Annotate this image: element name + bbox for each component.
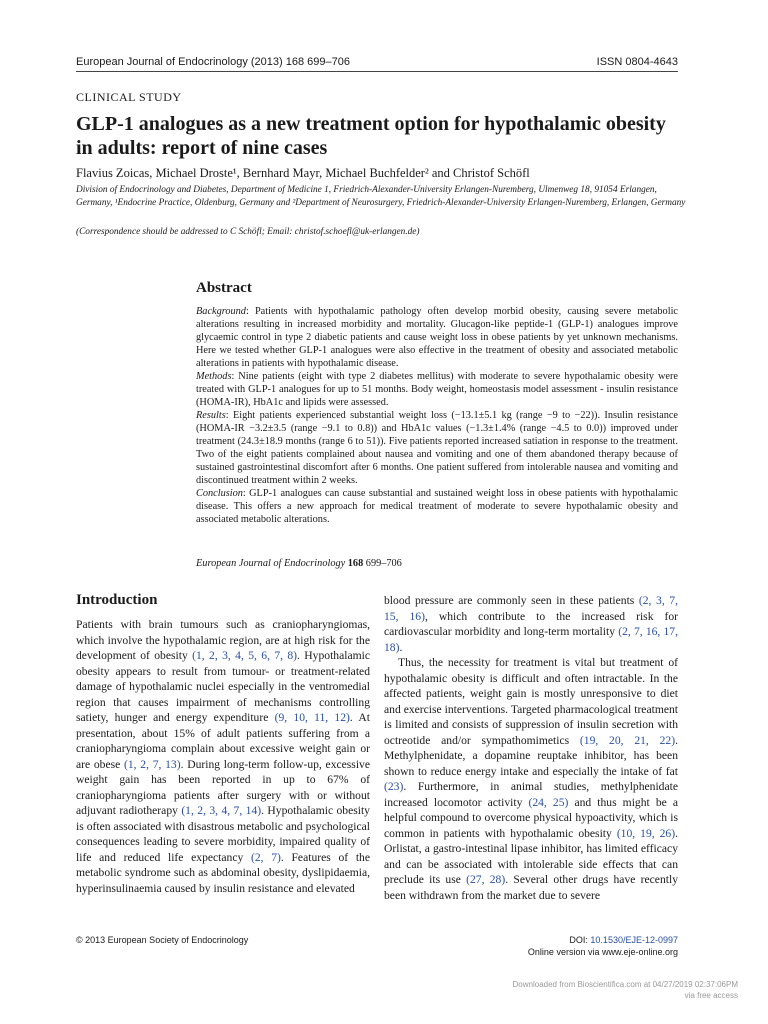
reference-citation[interactable]: (2, 3, 7, 15, 16) — [384, 594, 678, 623]
citation-volume: 168 — [347, 558, 364, 569]
doi-label: DOI: — [569, 935, 591, 945]
journal-citation: European Journal of Endocrinology (2013) 168 699–706 — [76, 56, 350, 68]
body-text: . Furthermore, in animal studies, methylphenidate increased locomotor activity — [384, 780, 678, 809]
reference-citation[interactable]: (9, 10, 11, 12) — [274, 711, 350, 724]
body-text: . Features of the metabolic syndrome such as abdominal obesity, dyslipidaemia, hyperinsulinaemia caused by insulin resistance and elevated — [76, 850, 370, 895]
intro-column-left — [76, 617, 370, 896]
doi-line — [569, 935, 678, 945]
reference-citation[interactable]: (2, 7, 16, 17, 18) — [384, 625, 678, 654]
intro-paragraph-1-continued — [384, 593, 678, 655]
reference-citation[interactable]: (1, 2, 3, 4, 5, 6, 7, 8) — [192, 649, 298, 662]
abstract-citation — [196, 558, 402, 569]
intro-paragraph-1 — [76, 617, 370, 896]
abstract-results — [196, 409, 678, 487]
body-text: Thus, the necessity for treatment is vital but treatment of hypothalamic obesity is difficult and often intractable. In the affected patients, weight gain is mostly unresponsive to diet and exercise interventions. Targeted pharmacological treatment is limited and consists of suppression of insulin secretion with octreotide and/or sympathomimetics — [384, 656, 678, 747]
body-text: Patients with brain tumours such as craniopharyngiomas, which involve the hypothalamic region, are at high risk for the development of obesity — [76, 618, 370, 662]
body-text: . Several other drugs have recently been withdrawn from the market due to severe — [384, 873, 678, 902]
authors: Flavius Zoicas, Michael Droste¹, Bernhard Mayr, Michael Buchfelder² and Christof Schöfl — [76, 166, 530, 180]
citation-journal: European Journal of Endocrinology — [196, 558, 348, 569]
header-divider — [76, 71, 678, 72]
background-label: Background — [196, 306, 246, 317]
body-text: . Methylphenidate, a dopamine reuptake inhibitor, has been shown to reduce energy intake and especially the intake of fat — [384, 733, 678, 778]
affiliations: Division of Endocrinology and Diabetes, Department of Medicine 1, Friedrich-Alexander-University Erlangen-Nuremberg, Ulmenweg 18, 91054 Erlangen, Germany, ¹Endocrine Practice, Oldenburg, Germany and ²Department of Neurosurgery, Friedrich-Alexander-University Erlangen-Nuremberg, Erlangen, Germany — [76, 185, 686, 208]
article-type: CLINICAL STUDY — [76, 90, 182, 104]
intro-paragraph-2 — [384, 655, 678, 903]
reference-citation[interactable]: (27, 28) — [466, 873, 506, 886]
body-text: . Hypothalamic obesity appears to result from tumour- or treatment-related damage of hypothalamic nuclei especially in the ventromedial region that causes impairment of mechanisms controlling satiety, hunger and energy expenditure — [76, 649, 370, 724]
body-text: . At presentation, about 15% of adult patients suffering from a craniopharyngioma complain about excessive weight gain or are obese — [76, 711, 370, 771]
reference-citation[interactable]: (2, 7) — [250, 850, 281, 864]
reference-citation[interactable]: (1, 2, 3, 4, 7, 14) — [181, 804, 262, 817]
abstract-background — [196, 305, 678, 370]
copyright: © 2013 European Society of Endocrinology — [76, 935, 249, 945]
doi-link[interactable]: 10.1530/EJE-12-0997 — [590, 935, 678, 945]
reference-citation[interactable]: (19, 20, 21, 22) — [579, 733, 676, 747]
citation-pages: 699–706 — [363, 558, 402, 569]
conclusion-text: : GLP-1 analogues can cause substantial and sustained weight loss in obese patients with hypothalamic disease. This offers a new approach for medical treatment of moderate to severe hypothalamic obesity and associated metabolic alterations. — [196, 488, 678, 525]
body-text: and thus might be a helpful compound to overcome physical hypoactivity, which is common in patients with hypothalamic obesity — [384, 795, 678, 840]
conclusion-label: Conclusion — [196, 488, 243, 499]
body-text: . Orlistat, a gastro-intestinal lipase inhibitor, has limited efficacy and can be associated with intolerable side effects that can preclude its use — [384, 826, 678, 886]
body-text: . — [399, 640, 403, 654]
body-text: . Hypothalamic obesity is often associated with disastrous metabolic and psychological consequences leading to severe morbidity, impaired quality of life and reduced life expectancy — [76, 804, 370, 864]
body-text: . During long-term follow-up, excessive weight gain has been reported in up to 67% of craniopharyngioma patients after surgery with or without adjuvant radiotherapy — [76, 757, 370, 817]
abstract-conclusion — [196, 487, 678, 526]
download-notice: Downloaded from Bioscientifica.com at 04/27/2019 02:37:06PM — [512, 980, 738, 989]
introduction-heading: Introduction — [76, 592, 158, 608]
results-label: Results — [196, 410, 226, 421]
journal-header — [76, 56, 350, 68]
results-text: : Eight patients experienced substantial weight loss (−13.1±5.1 kg (range −9 to −22)). Insulin resistance (HOMA-IR −3.2±3.5 (range −9.1 to 0.8)) and HbA1c values (−1.3±1.4% (range −4.5 to 0.0)) improved under treatment (24.3±18.9 months (range 6 to 51)). Five patients reported increased satiation in response to the treatment. Two of the eight patients complained about nausea and vomiting and one of them abandoned therapy because of sustained gastrointestinal discomfort after 6 months. One patient suffered from intolerable nausea and vomiting and discontinued treatment within 2 weeks. — [196, 410, 678, 486]
body-text: blood pressure are commonly seen in these patients — [384, 594, 639, 607]
methods-label: Methods — [196, 371, 232, 382]
intro-column-right — [384, 593, 678, 903]
methods-text: : Nine patients (eight with type 2 diabetes mellitus) with moderate to severe hypothalamic obesity were treated with GLP-1 analogues for up to 51 months. Body weight, homeostasis model assessment - insulin resistance (HOMA-IR), HbA1c and lipids were assessed. — [196, 371, 678, 408]
access-notice: via free access — [684, 991, 738, 1000]
abstract-body — [196, 305, 678, 526]
abstract-heading: Abstract — [196, 280, 252, 296]
reference-citation[interactable]: (23) — [384, 780, 404, 793]
correspondence: (Correspondence should be addressed to C Schöfl; Email: christof.schoefl@uk-erlangen.de) — [76, 227, 420, 237]
article-title: GLP-1 analogues as a new treatment option for hypothalamic obesity in adults: report of nine cases — [76, 113, 666, 159]
reference-citation[interactable]: (1, 2, 7, 13) — [124, 757, 181, 771]
abstract-methods — [196, 370, 678, 409]
reference-citation[interactable]: (10, 19, 26) — [616, 826, 676, 840]
online-version: Online version via www.eje-online.org — [527, 947, 678, 957]
issn: ISSN 0804-4643 — [596, 56, 678, 68]
reference-citation[interactable]: (24, 25) — [528, 795, 569, 809]
body-text: , which contribute to the increased risk for cardiovascular morbidity and long-term mortality — [384, 609, 678, 638]
background-text: : Patients with hypothalamic pathology often develop morbid obesity, causing severe metabolic alterations resulting in increased morbidity and mortality. Glucagon-like peptide-1 (GLP-1) analogues improve glycaemic control in type 2 diabetic patients and cause weight loss in obese patients by yet unknown mechanisms. Here we tested whether GLP-1 analogues were also effective in the treatment of obesity and associated metabolic alterations in patients with hypothalamic disease. — [196, 306, 678, 369]
